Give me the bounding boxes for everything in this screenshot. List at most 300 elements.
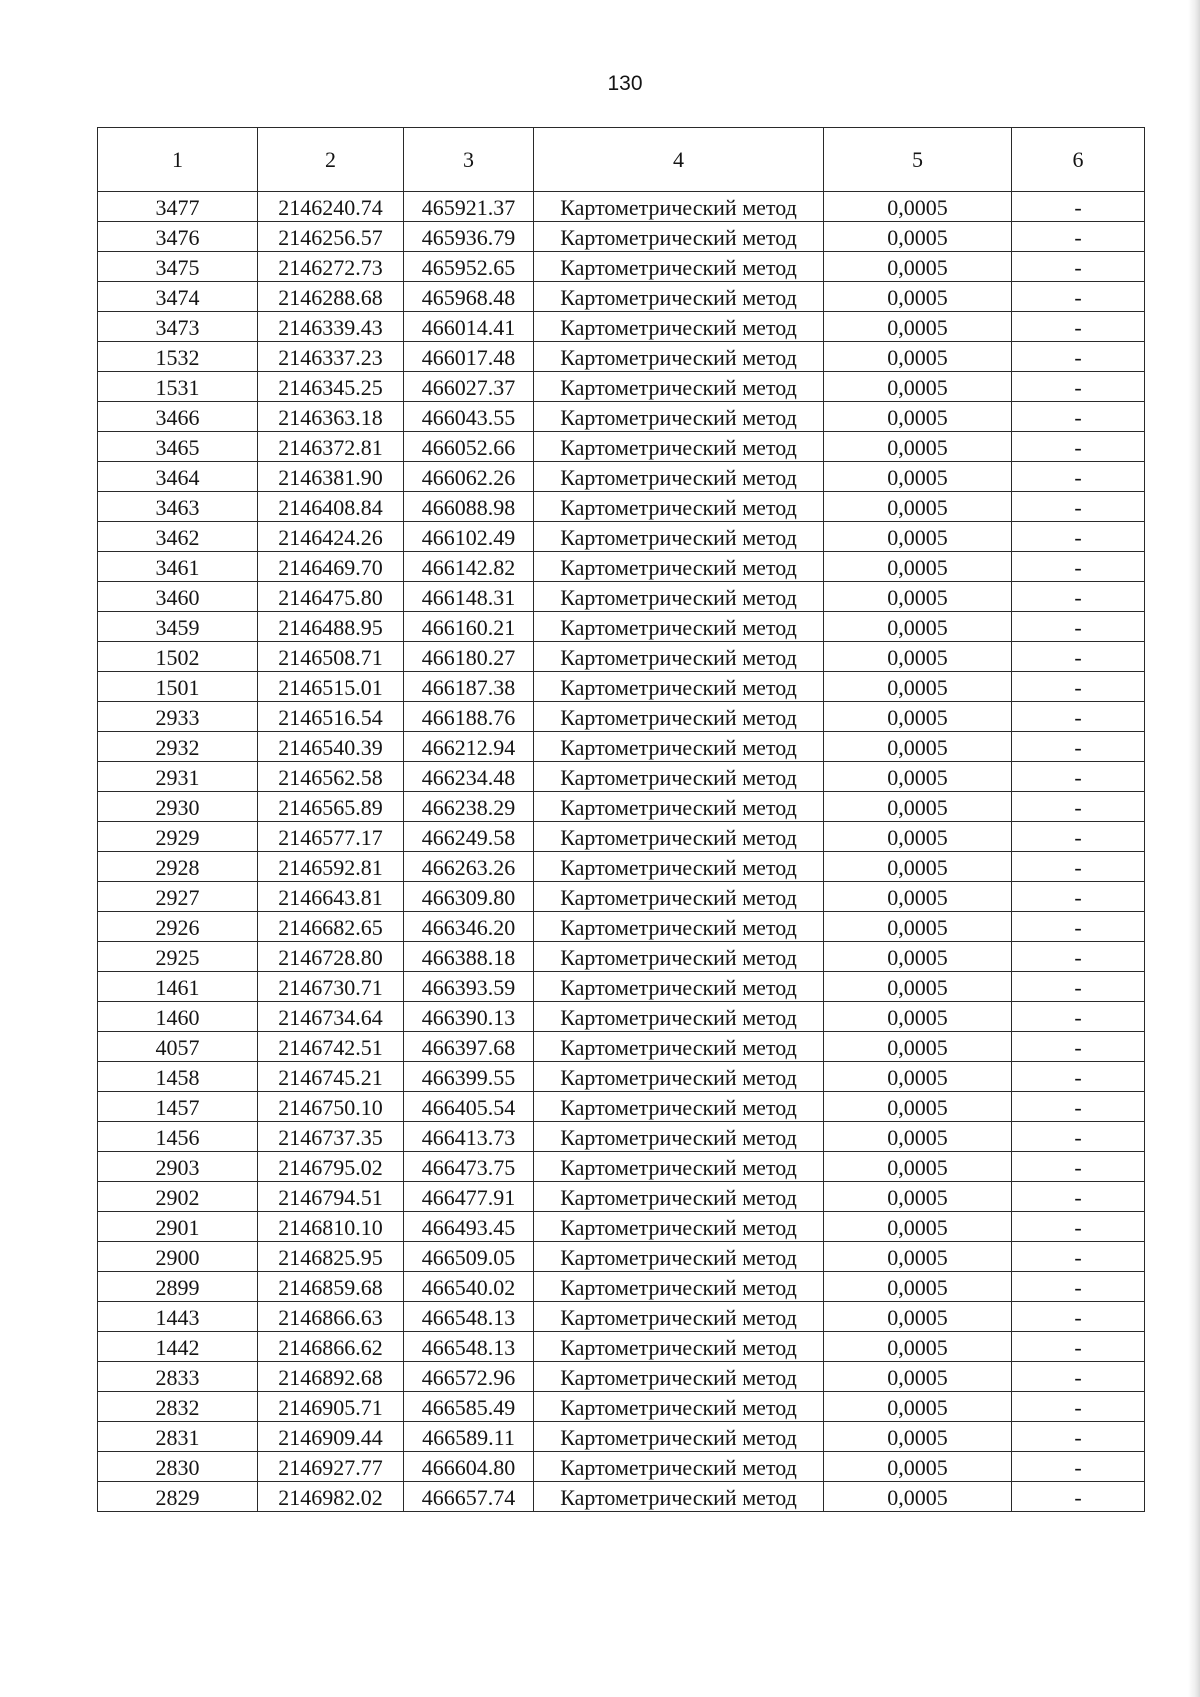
x-coordinate-cell: 2146337.23: [258, 342, 404, 372]
point-number-cell: 1457: [98, 1092, 258, 1122]
table-row: [98, 1092, 1145, 1122]
description-cell: -: [1012, 312, 1145, 342]
method-cell: Картометрический метод: [534, 372, 824, 402]
x-coordinate-cell: 2146859.68: [258, 1272, 404, 1302]
point-number-cell: 2930: [98, 792, 258, 822]
method-cell: Картометрический метод: [534, 312, 824, 342]
point-number-cell: 1502: [98, 642, 258, 672]
column-header: 2: [258, 128, 404, 192]
y-coordinate-cell: 465952.65: [404, 252, 534, 282]
x-coordinate-cell: 2146742.51: [258, 1032, 404, 1062]
y-coordinate-cell: 465968.48: [404, 282, 534, 312]
accuracy-cell: 0,0005: [824, 432, 1012, 462]
x-coordinate-cell: 2146372.81: [258, 432, 404, 462]
table-row: [98, 612, 1145, 642]
accuracy-cell: 0,0005: [824, 912, 1012, 942]
point-number-cell: 2900: [98, 1242, 258, 1272]
point-number-cell: 3476: [98, 222, 258, 252]
description-cell: -: [1012, 942, 1145, 972]
y-coordinate-cell: 466017.48: [404, 342, 534, 372]
x-coordinate-cell: 2146256.57: [258, 222, 404, 252]
scan-edge-shadow: [1188, 0, 1200, 1697]
method-cell: Картометрический метод: [534, 1392, 824, 1422]
column-header: 3: [404, 128, 534, 192]
y-coordinate-cell: 466027.37: [404, 372, 534, 402]
description-cell: -: [1012, 522, 1145, 552]
x-coordinate-cell: 2146737.35: [258, 1122, 404, 1152]
y-coordinate-cell: 466390.13: [404, 1002, 534, 1032]
y-coordinate-cell: 466249.58: [404, 822, 534, 852]
x-coordinate-cell: 2146825.95: [258, 1242, 404, 1272]
accuracy-cell: 0,0005: [824, 1482, 1012, 1512]
x-coordinate-cell: 2146515.01: [258, 672, 404, 702]
x-coordinate-cell: 2146577.17: [258, 822, 404, 852]
x-coordinate-cell: 2146469.70: [258, 552, 404, 582]
method-cell: Картометрический метод: [534, 1422, 824, 1452]
table-row: [98, 852, 1145, 882]
point-number-cell: 2928: [98, 852, 258, 882]
method-cell: Картометрический метод: [534, 1272, 824, 1302]
description-cell: -: [1012, 852, 1145, 882]
description-cell: -: [1012, 1242, 1145, 1272]
description-cell: -: [1012, 462, 1145, 492]
table-row: [98, 1032, 1145, 1062]
table-row: [98, 1422, 1145, 1452]
description-cell: -: [1012, 912, 1145, 942]
method-cell: Картометрический метод: [534, 1032, 824, 1062]
column-header: 5: [824, 128, 1012, 192]
y-coordinate-cell: 466238.29: [404, 792, 534, 822]
table-row: [98, 192, 1145, 222]
point-number-cell: 2899: [98, 1272, 258, 1302]
column-header: 4: [534, 128, 824, 192]
table-row: [98, 1182, 1145, 1212]
description-cell: -: [1012, 432, 1145, 462]
table-row: [98, 822, 1145, 852]
table-row: [98, 402, 1145, 432]
description-cell: -: [1012, 1032, 1145, 1062]
method-cell: Картометрический метод: [534, 732, 824, 762]
table-row: [98, 792, 1145, 822]
description-cell: -: [1012, 1422, 1145, 1452]
table-row: [98, 1212, 1145, 1242]
table-row: [98, 912, 1145, 942]
header-row: [98, 128, 1145, 192]
accuracy-cell: 0,0005: [824, 762, 1012, 792]
table-header: [98, 128, 1145, 192]
y-coordinate-cell: 466657.74: [404, 1482, 534, 1512]
point-number-cell: 3462: [98, 522, 258, 552]
accuracy-cell: 0,0005: [824, 1392, 1012, 1422]
accuracy-cell: 0,0005: [824, 522, 1012, 552]
point-number-cell: 1501: [98, 672, 258, 702]
point-number-cell: 1461: [98, 972, 258, 1002]
method-cell: Картометрический метод: [534, 282, 824, 312]
description-cell: -: [1012, 582, 1145, 612]
method-cell: Картометрический метод: [534, 492, 824, 522]
point-number-cell: 2833: [98, 1362, 258, 1392]
x-coordinate-cell: 2146592.81: [258, 852, 404, 882]
accuracy-cell: 0,0005: [824, 462, 1012, 492]
table-row: [98, 372, 1145, 402]
table-row: [98, 1272, 1145, 1302]
description-cell: -: [1012, 552, 1145, 582]
point-number-cell: 3477: [98, 192, 258, 222]
x-coordinate-cell: 2146381.90: [258, 462, 404, 492]
table-row: [98, 672, 1145, 702]
y-coordinate-cell: 466540.02: [404, 1272, 534, 1302]
accuracy-cell: 0,0005: [824, 1152, 1012, 1182]
description-cell: -: [1012, 702, 1145, 732]
method-cell: Картометрический метод: [534, 1482, 824, 1512]
accuracy-cell: 0,0005: [824, 372, 1012, 402]
y-coordinate-cell: 466397.68: [404, 1032, 534, 1062]
x-coordinate-cell: 2146288.68: [258, 282, 404, 312]
accuracy-cell: 0,0005: [824, 972, 1012, 1002]
point-number-cell: 3475: [98, 252, 258, 282]
method-cell: Картометрический метод: [534, 402, 824, 432]
y-coordinate-cell: 466393.59: [404, 972, 534, 1002]
accuracy-cell: 0,0005: [824, 1212, 1012, 1242]
x-coordinate-cell: 2146730.71: [258, 972, 404, 1002]
method-cell: Картометрический метод: [534, 1362, 824, 1392]
accuracy-cell: 0,0005: [824, 612, 1012, 642]
accuracy-cell: 0,0005: [824, 1092, 1012, 1122]
table-row: [98, 1482, 1145, 1512]
point-number-cell: 2931: [98, 762, 258, 792]
description-cell: -: [1012, 1092, 1145, 1122]
y-coordinate-cell: 466102.49: [404, 522, 534, 552]
description-cell: -: [1012, 1302, 1145, 1332]
accuracy-cell: 0,0005: [824, 1272, 1012, 1302]
method-cell: Картометрический метод: [534, 252, 824, 282]
point-number-cell: 1442: [98, 1332, 258, 1362]
x-coordinate-cell: 2146363.18: [258, 402, 404, 432]
y-coordinate-cell: 466405.54: [404, 1092, 534, 1122]
table-row: [98, 1122, 1145, 1152]
description-cell: -: [1012, 672, 1145, 702]
method-cell: Картометрический метод: [534, 342, 824, 372]
y-coordinate-cell: 465936.79: [404, 222, 534, 252]
y-coordinate-cell: 466585.49: [404, 1392, 534, 1422]
accuracy-cell: 0,0005: [824, 1332, 1012, 1362]
description-cell: -: [1012, 1062, 1145, 1092]
coordinates-table-container: [97, 127, 1145, 1512]
table-row: [98, 1002, 1145, 1032]
method-cell: Картометрический метод: [534, 552, 824, 582]
column-header: 1: [98, 128, 258, 192]
description-cell: -: [1012, 372, 1145, 402]
method-cell: Картометрический метод: [534, 762, 824, 792]
y-coordinate-cell: 466413.73: [404, 1122, 534, 1152]
y-coordinate-cell: 466509.05: [404, 1242, 534, 1272]
accuracy-cell: 0,0005: [824, 252, 1012, 282]
method-cell: Картометрический метод: [534, 912, 824, 942]
method-cell: Картометрический метод: [534, 972, 824, 1002]
point-number-cell: 2831: [98, 1422, 258, 1452]
method-cell: Картометрический метод: [534, 192, 824, 222]
method-cell: Картометрический метод: [534, 1452, 824, 1482]
table-row: [98, 522, 1145, 552]
description-cell: -: [1012, 1002, 1145, 1032]
method-cell: Картометрический метод: [534, 822, 824, 852]
table-row: [98, 1392, 1145, 1422]
accuracy-cell: 0,0005: [824, 882, 1012, 912]
x-coordinate-cell: 2146240.74: [258, 192, 404, 222]
table-row: [98, 762, 1145, 792]
table-body: [98, 192, 1145, 1512]
accuracy-cell: 0,0005: [824, 672, 1012, 702]
y-coordinate-cell: 466346.20: [404, 912, 534, 942]
point-number-cell: 3473: [98, 312, 258, 342]
point-number-cell: 1443: [98, 1302, 258, 1332]
point-number-cell: 2926: [98, 912, 258, 942]
y-coordinate-cell: 466399.55: [404, 1062, 534, 1092]
point-number-cell: 2902: [98, 1182, 258, 1212]
point-number-cell: 2929: [98, 822, 258, 852]
method-cell: Картометрический метод: [534, 432, 824, 462]
accuracy-cell: 0,0005: [824, 852, 1012, 882]
point-number-cell: 2903: [98, 1152, 258, 1182]
accuracy-cell: 0,0005: [824, 342, 1012, 372]
table-row: [98, 702, 1145, 732]
point-number-cell: 3461: [98, 552, 258, 582]
accuracy-cell: 0,0005: [824, 1122, 1012, 1152]
table-row: [98, 582, 1145, 612]
method-cell: Картометрический метод: [534, 1122, 824, 1152]
x-coordinate-cell: 2146794.51: [258, 1182, 404, 1212]
table-row: [98, 342, 1145, 372]
y-coordinate-cell: 466052.66: [404, 432, 534, 462]
description-cell: -: [1012, 1272, 1145, 1302]
description-cell: -: [1012, 642, 1145, 672]
x-coordinate-cell: 2146488.95: [258, 612, 404, 642]
y-coordinate-cell: 466477.91: [404, 1182, 534, 1212]
x-coordinate-cell: 2146734.64: [258, 1002, 404, 1032]
method-cell: Картометрический метод: [534, 942, 824, 972]
y-coordinate-cell: 465921.37: [404, 192, 534, 222]
accuracy-cell: 0,0005: [824, 582, 1012, 612]
y-coordinate-cell: 466388.18: [404, 942, 534, 972]
description-cell: -: [1012, 882, 1145, 912]
point-number-cell: 1532: [98, 342, 258, 372]
accuracy-cell: 0,0005: [824, 942, 1012, 972]
description-cell: -: [1012, 762, 1145, 792]
description-cell: -: [1012, 1152, 1145, 1182]
method-cell: Картометрический метод: [534, 1092, 824, 1122]
table-row: [98, 882, 1145, 912]
accuracy-cell: 0,0005: [824, 1302, 1012, 1332]
point-number-cell: 1458: [98, 1062, 258, 1092]
table-row: [98, 1302, 1145, 1332]
accuracy-cell: 0,0005: [824, 1242, 1012, 1272]
y-coordinate-cell: 466142.82: [404, 552, 534, 582]
table-row: [98, 732, 1145, 762]
description-cell: -: [1012, 282, 1145, 312]
description-cell: -: [1012, 792, 1145, 822]
table-row: [98, 432, 1145, 462]
y-coordinate-cell: 466160.21: [404, 612, 534, 642]
description-cell: -: [1012, 1182, 1145, 1212]
y-coordinate-cell: 466589.11: [404, 1422, 534, 1452]
point-number-cell: 3465: [98, 432, 258, 462]
method-cell: Картометрический метод: [534, 852, 824, 882]
x-coordinate-cell: 2146682.65: [258, 912, 404, 942]
y-coordinate-cell: 466548.13: [404, 1332, 534, 1362]
description-cell: -: [1012, 402, 1145, 432]
description-cell: -: [1012, 342, 1145, 372]
method-cell: Картометрический метод: [534, 612, 824, 642]
accuracy-cell: 0,0005: [824, 702, 1012, 732]
y-coordinate-cell: 466604.80: [404, 1452, 534, 1482]
description-cell: -: [1012, 192, 1145, 222]
point-number-cell: 3466: [98, 402, 258, 432]
x-coordinate-cell: 2146345.25: [258, 372, 404, 402]
description-cell: -: [1012, 1482, 1145, 1512]
description-cell: -: [1012, 972, 1145, 1002]
accuracy-cell: 0,0005: [824, 642, 1012, 672]
table-row: [98, 282, 1145, 312]
y-coordinate-cell: 466548.13: [404, 1302, 534, 1332]
accuracy-cell: 0,0005: [824, 222, 1012, 252]
y-coordinate-cell: 466088.98: [404, 492, 534, 522]
description-cell: -: [1012, 1332, 1145, 1362]
method-cell: Картометрический метод: [534, 1242, 824, 1272]
point-number-cell: 3474: [98, 282, 258, 312]
point-number-cell: 1456: [98, 1122, 258, 1152]
method-cell: Картометрический метод: [534, 1182, 824, 1212]
method-cell: Картометрический метод: [534, 582, 824, 612]
point-number-cell: 3460: [98, 582, 258, 612]
point-number-cell: 1531: [98, 372, 258, 402]
table-row: [98, 1062, 1145, 1092]
description-cell: -: [1012, 1122, 1145, 1152]
table-row: [98, 462, 1145, 492]
accuracy-cell: 0,0005: [824, 732, 1012, 762]
point-number-cell: 2832: [98, 1392, 258, 1422]
x-coordinate-cell: 2146508.71: [258, 642, 404, 672]
accuracy-cell: 0,0005: [824, 282, 1012, 312]
x-coordinate-cell: 2146905.71: [258, 1392, 404, 1422]
table-row: [98, 1362, 1145, 1392]
y-coordinate-cell: 466263.26: [404, 852, 534, 882]
x-coordinate-cell: 2146795.02: [258, 1152, 404, 1182]
table-row: [98, 252, 1145, 282]
y-coordinate-cell: 466043.55: [404, 402, 534, 432]
y-coordinate-cell: 466212.94: [404, 732, 534, 762]
point-number-cell: 2933: [98, 702, 258, 732]
point-number-cell: 2925: [98, 942, 258, 972]
accuracy-cell: 0,0005: [824, 192, 1012, 222]
accuracy-cell: 0,0005: [824, 312, 1012, 342]
x-coordinate-cell: 2146565.89: [258, 792, 404, 822]
table-row: [98, 972, 1145, 1002]
x-coordinate-cell: 2146339.43: [258, 312, 404, 342]
point-number-cell: 3459: [98, 612, 258, 642]
method-cell: Картометрический метод: [534, 1002, 824, 1032]
accuracy-cell: 0,0005: [824, 1362, 1012, 1392]
x-coordinate-cell: 2146810.10: [258, 1212, 404, 1242]
description-cell: -: [1012, 612, 1145, 642]
description-cell: -: [1012, 252, 1145, 282]
description-cell: -: [1012, 1392, 1145, 1422]
y-coordinate-cell: 466187.38: [404, 672, 534, 702]
x-coordinate-cell: 2146745.21: [258, 1062, 404, 1092]
point-number-cell: 2932: [98, 732, 258, 762]
x-coordinate-cell: 2146750.10: [258, 1092, 404, 1122]
method-cell: Картометрический метод: [534, 522, 824, 552]
description-cell: -: [1012, 1362, 1145, 1392]
accuracy-cell: 0,0005: [824, 1452, 1012, 1482]
description-cell: -: [1012, 822, 1145, 852]
description-cell: -: [1012, 732, 1145, 762]
method-cell: Картометрический метод: [534, 672, 824, 702]
method-cell: Картометрический метод: [534, 1062, 824, 1092]
x-coordinate-cell: 2146728.80: [258, 942, 404, 972]
accuracy-cell: 0,0005: [824, 1182, 1012, 1212]
x-coordinate-cell: 2146475.80: [258, 582, 404, 612]
y-coordinate-cell: 466180.27: [404, 642, 534, 672]
table-row: [98, 1452, 1145, 1482]
description-cell: -: [1012, 492, 1145, 522]
x-coordinate-cell: 2146516.54: [258, 702, 404, 732]
point-number-cell: 3464: [98, 462, 258, 492]
accuracy-cell: 0,0005: [824, 792, 1012, 822]
coordinates-table: [97, 127, 1145, 1512]
point-number-cell: 2830: [98, 1452, 258, 1482]
accuracy-cell: 0,0005: [824, 1032, 1012, 1062]
x-coordinate-cell: 2146562.58: [258, 762, 404, 792]
x-coordinate-cell: 2146424.26: [258, 522, 404, 552]
page-number: 130: [607, 72, 643, 95]
y-coordinate-cell: 466148.31: [404, 582, 534, 612]
x-coordinate-cell: 2146892.68: [258, 1362, 404, 1392]
accuracy-cell: 0,0005: [824, 1062, 1012, 1092]
method-cell: Картометрический метод: [534, 882, 824, 912]
x-coordinate-cell: 2146272.73: [258, 252, 404, 282]
method-cell: Картометрический метод: [534, 642, 824, 672]
point-number-cell: 4057: [98, 1032, 258, 1062]
description-cell: -: [1012, 1452, 1145, 1482]
method-cell: Картометрический метод: [534, 702, 824, 732]
method-cell: Картометрический метод: [534, 1332, 824, 1362]
method-cell: Картометрический метод: [534, 1212, 824, 1242]
table-row: [98, 642, 1145, 672]
accuracy-cell: 0,0005: [824, 492, 1012, 522]
y-coordinate-cell: 466473.75: [404, 1152, 534, 1182]
x-coordinate-cell: 2146866.63: [258, 1302, 404, 1332]
point-number-cell: 1460: [98, 1002, 258, 1032]
point-number-cell: 2901: [98, 1212, 258, 1242]
method-cell: Картометрический метод: [534, 1152, 824, 1182]
description-cell: -: [1012, 1212, 1145, 1242]
column-header: 6: [1012, 128, 1145, 192]
x-coordinate-cell: 2146866.62: [258, 1332, 404, 1362]
y-coordinate-cell: 466572.96: [404, 1362, 534, 1392]
accuracy-cell: 0,0005: [824, 402, 1012, 432]
method-cell: Картометрический метод: [534, 1302, 824, 1332]
y-coordinate-cell: 466014.41: [404, 312, 534, 342]
y-coordinate-cell: 466493.45: [404, 1212, 534, 1242]
method-cell: Картометрический метод: [534, 462, 824, 492]
table-row: [98, 1152, 1145, 1182]
x-coordinate-cell: 2146927.77: [258, 1452, 404, 1482]
table-row: [98, 492, 1145, 522]
x-coordinate-cell: 2146408.84: [258, 492, 404, 522]
table-row: [98, 942, 1145, 972]
method-cell: Картометрический метод: [534, 222, 824, 252]
method-cell: Картометрический метод: [534, 792, 824, 822]
